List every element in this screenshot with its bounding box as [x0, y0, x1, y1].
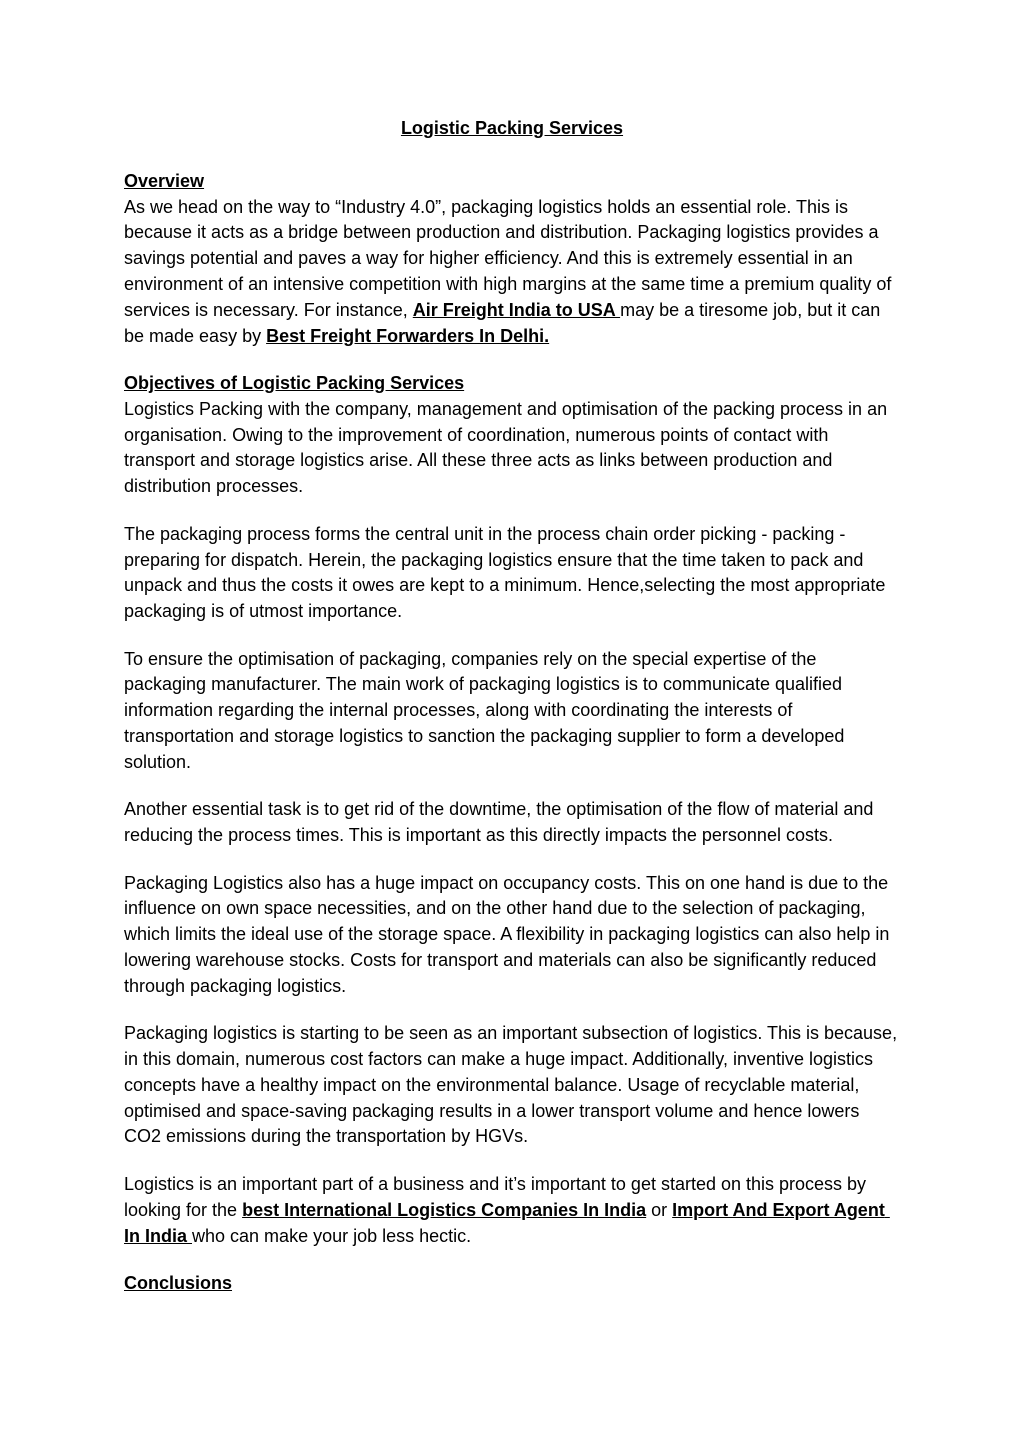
section-heading: Overview	[124, 170, 205, 191]
text-run: As we head on the way to “Industry 4.0”, packaging logistics holds an essential role. This is because it acts as a bridge between production and distribution. Packaging logistics provides a savings potential and paves a way for higher efficiency. And this is extremely essential in an environment of an intensive competition with high margins at the same time a premium quality of services is necessary. For instance,	[124, 196, 897, 320]
document-content	[124, 169, 903, 1297]
paragraph	[124, 1021, 903, 1150]
paragraph	[124, 797, 900, 849]
section-heading: Conclusions	[124, 1272, 233, 1293]
document-link[interactable]: best International Logistics Companies In India	[242, 1199, 647, 1220]
paragraph	[124, 169, 900, 350]
text-run: To ensure the optimisation of packaging, companies rely on the special expertise of the packaging manufacturer. The main work of packaging logistics is to communicate qualified information regarding the internal processes, along with coordinating the interests of transportation and storage logistics to sanction the packaging supplier to form a developed solution.	[124, 648, 850, 772]
document-title: Logistic Packing Services	[400, 118, 624, 138]
paragraph	[124, 371, 900, 500]
document-link[interactable]: Best Freight Forwarders In Delhi.	[266, 325, 550, 346]
document-link[interactable]: Air Freight India to USA	[412, 299, 621, 320]
paragraph	[124, 1271, 900, 1297]
document-link[interactable]: Import And Export Agent In India	[124, 1199, 890, 1246]
text-run: Another essential task is to get rid of the downtime, the optimisation of the flow of material and reducing the process times. This is important as this directly impacts the personnel costs.	[124, 799, 879, 846]
text-run: Logistics is an important part of a business and it’s important to get started on this process by looking for the	[124, 1173, 872, 1220]
text-run: Packaging Logistics also has a huge impact on occupancy costs. This on one hand is due to the influence on own space necessities, and on the other hand due to the selection of packaging, which limits the ideal use of the storage space. A flexibility in packaging logistics can also help in lowering warehouse stocks. Costs for transport and materials can also be significantly reduced through packaging logistics.	[124, 872, 895, 996]
text-run: may be a tiresome job, but it can be made easy by	[124, 299, 886, 346]
paragraph	[124, 647, 900, 776]
paragraph	[124, 1172, 900, 1249]
section-heading: Objectives of Logistic Packing Services	[124, 373, 465, 394]
paragraph	[124, 522, 900, 625]
paragraph	[124, 871, 900, 1000]
text-run: The packaging process forms the central unit in the process chain order picking - packing - preparing for dispatch. Herein, the packaging logistics ensure that the time taken to pack and unpack and thus the costs it owes are kept to a minimum. Hence,selecting the most appropriate packaging is of utmost importance.	[124, 523, 891, 622]
text-run: Packaging logistics is starting to be seen as an important subsection of logistics. This is because, in this domain, numerous cost factors can make a huge impact. Additionally, inventive logistics concepts have a healthy impact on the environmental balance. Usage of recyclable material, optimised and space-saving packaging results in a lower transport volume and hence lowers CO2 emissions during the transportation by HGVs.	[124, 1023, 903, 1147]
text-run: or	[646, 1199, 673, 1220]
text-run: Logistics Packing with the company, management and optimisation of the packing process in an organisation. Owing to the improvement of coordination, numerous points of contact with transport and storage logistics arise. All these three acts as links between production and distribution processes.	[124, 398, 893, 497]
text-run: who can make your job less hectic.	[192, 1225, 472, 1246]
